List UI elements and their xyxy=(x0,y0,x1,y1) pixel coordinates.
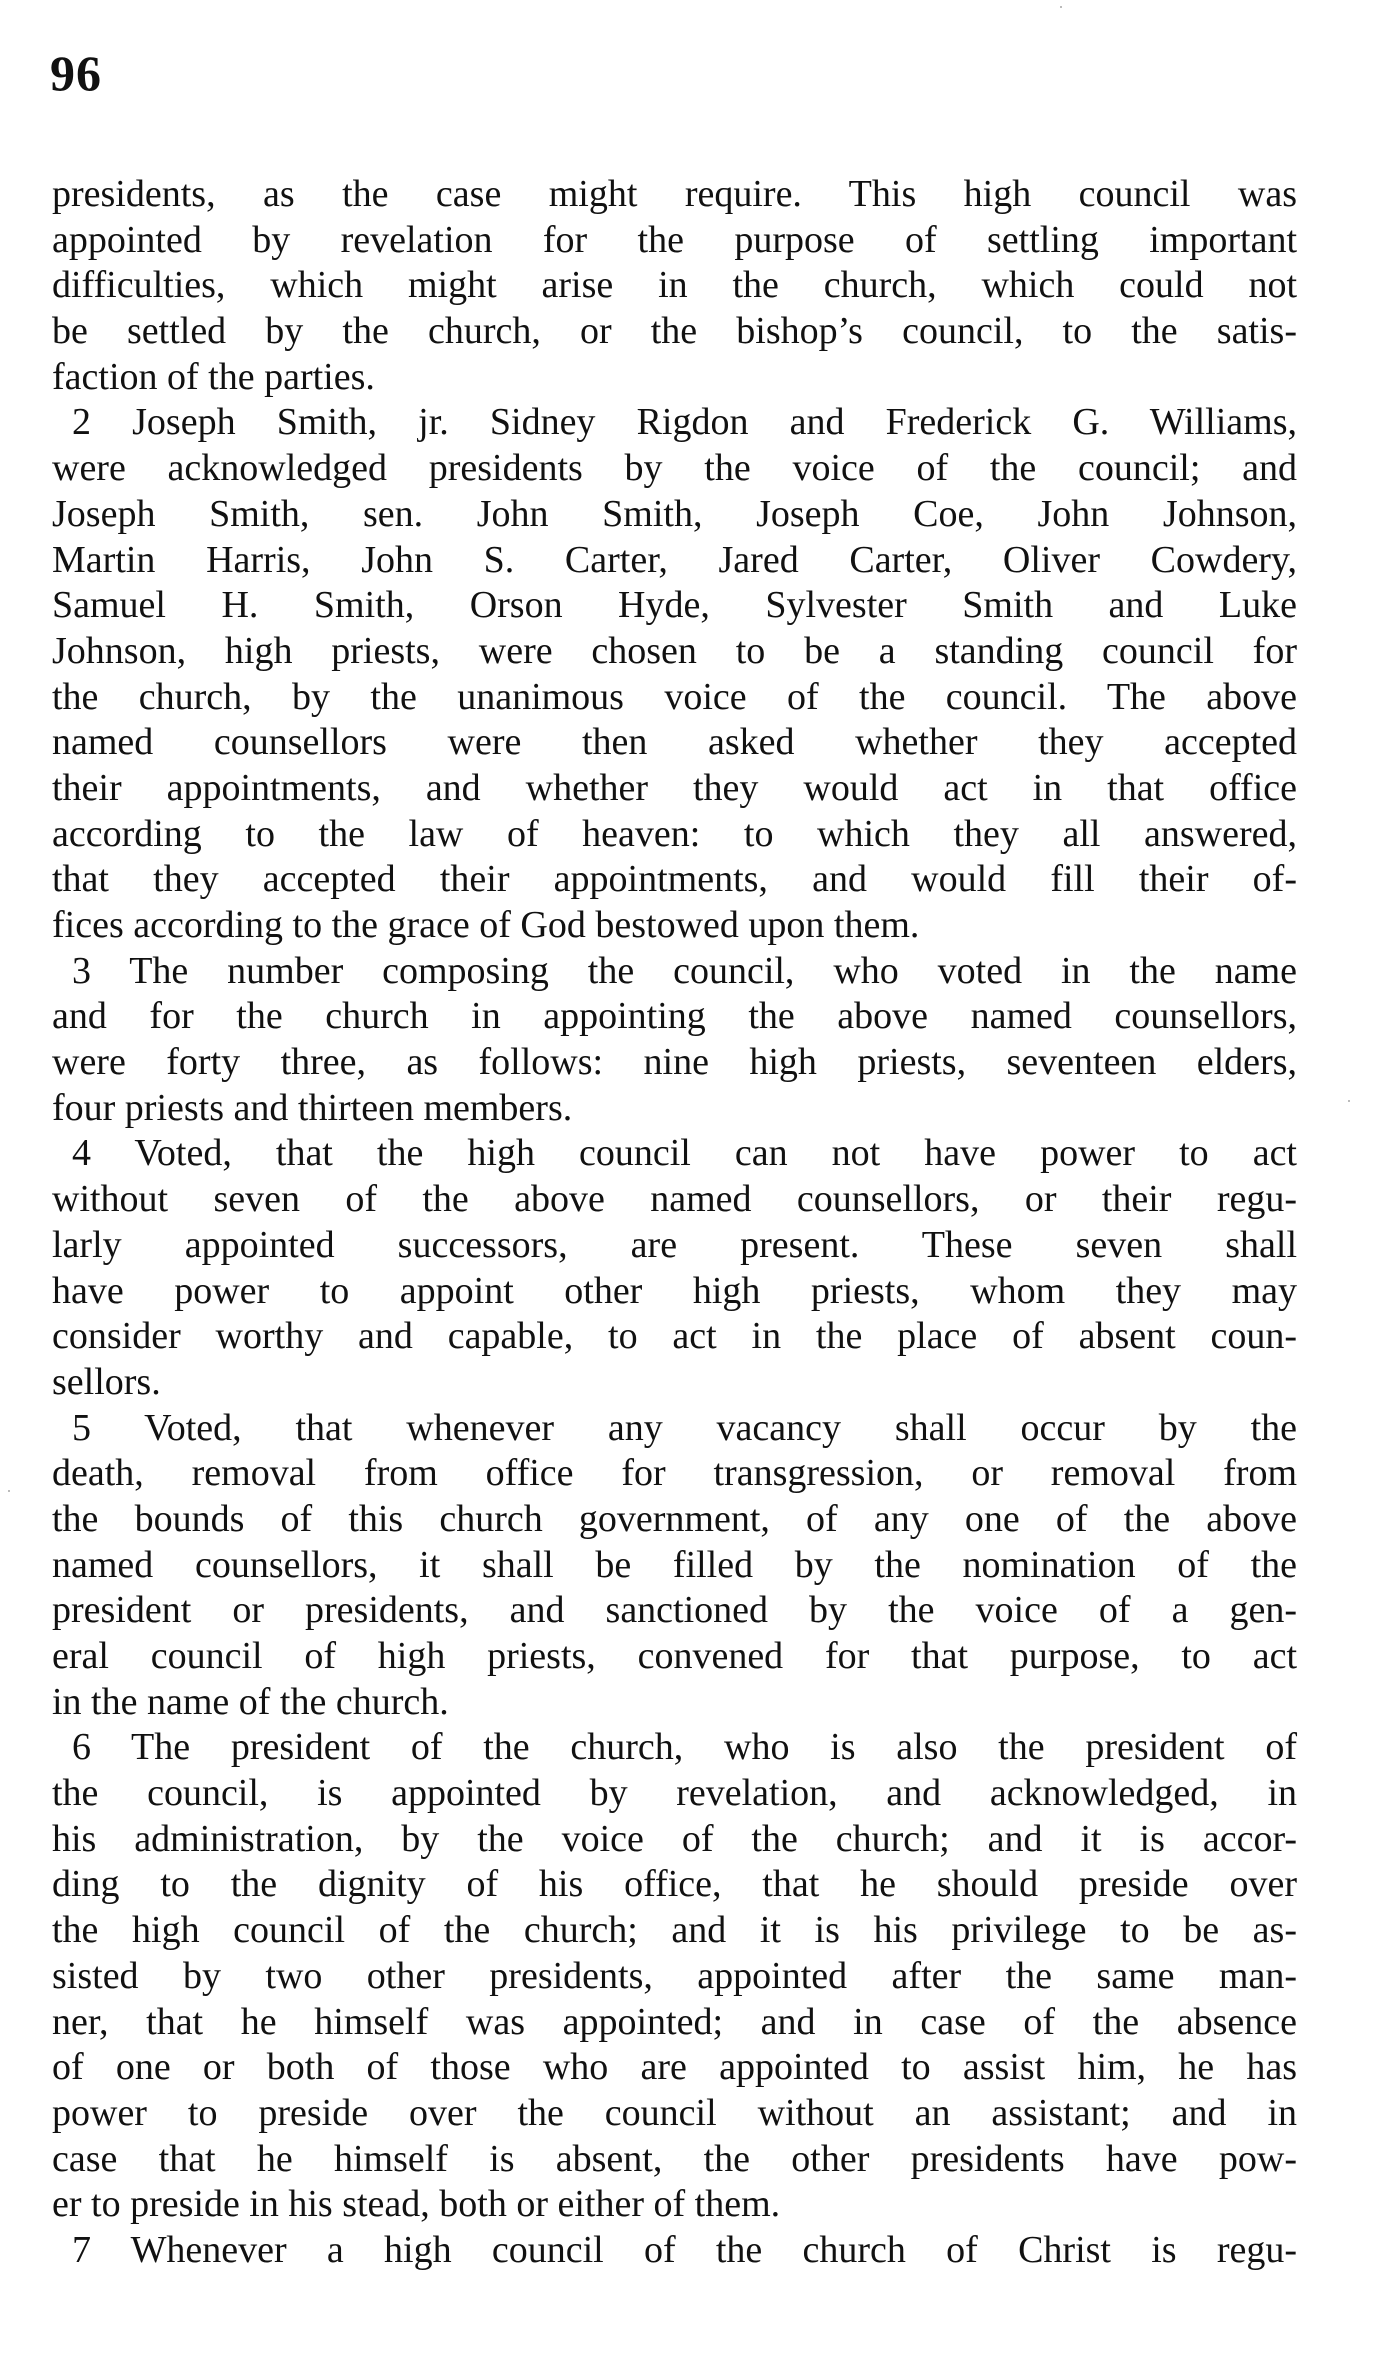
text-line: that they accepted their appointments, and would fill their of- xyxy=(52,858,1297,901)
text-line: presidents, as the case might require. This high council was xyxy=(52,173,1297,215)
text-line: ner, that he himself was appointed; and in case of the absence xyxy=(52,2000,1297,2043)
text-line: the high council of the church; and it is his privilege to be as- xyxy=(52,1909,1297,1952)
scan-speck xyxy=(1060,6,1062,8)
text-line: sisted by two other presidents, appointed after the same man- xyxy=(52,1954,1297,1997)
paragraph-4-start: 4 Voted, that the high council can not have power to act xyxy=(72,1132,1297,1175)
paragraph-5-start: 5 Voted, that whenever any vacancy shall occur by the xyxy=(72,1406,1297,1449)
text-line: were acknowledged presidents by the voice of the council; and xyxy=(52,447,1297,490)
text-line: of one or both of those who are appointed to assist him, he has xyxy=(52,2046,1297,2089)
text-line: Martin Harris, John S. Carter, Jared Carter, Oliver Cowdery, xyxy=(52,538,1297,581)
text-line: his administration, by the voice of the church; and it is accor- xyxy=(52,1817,1297,1860)
text-line: the bounds of this church government, of any one of the above xyxy=(52,1497,1297,1540)
text-line: without seven of the above named counsellors, or their regu- xyxy=(52,1178,1297,1221)
text-line: larly appointed successors, are present. These seven shall xyxy=(52,1223,1297,1266)
text-line: have power to appoint other high priests, whom they may xyxy=(52,1269,1297,1312)
scan-speck xyxy=(1348,1100,1350,1102)
page-number: 96 xyxy=(50,45,102,101)
paragraph-2-start: 2 Joseph Smith, jr. Sidney Rigdon and Frederick G. Williams, xyxy=(72,401,1297,444)
paragraph-3-start: 3 The number composing the council, who voted in the name xyxy=(72,949,1297,992)
text-line: the council, is appointed by revelation, and acknowledged, in xyxy=(52,1772,1297,1815)
text-line: death, removal from office for transgression, or removal from xyxy=(52,1452,1297,1495)
text-line: power to preside over the council without an assistant; and in xyxy=(52,2091,1297,2134)
text-line: ding to the dignity of his office, that he should preside over xyxy=(52,1863,1297,1906)
text-line: faction of the parties. xyxy=(52,355,375,398)
text-line: appointed by revelation for the purpose of settling important xyxy=(52,218,1297,261)
text-line: the church, by the unanimous voice of the council. The above xyxy=(52,675,1297,718)
text-line: consider worthy and capable, to act in the place of absent coun- xyxy=(52,1315,1297,1358)
text-line: named counsellors, it shall be filled by the nomination of the xyxy=(52,1543,1297,1586)
paragraph-6-start: 6 The president of the church, who is also the president of xyxy=(72,1726,1297,1769)
body-text xyxy=(52,172,1297,2274)
text-line: be settled by the church, or the bishop’s council, to the satis- xyxy=(52,310,1297,353)
text-line: in the name of the church. xyxy=(52,1680,449,1723)
text-line: er to preside in his stead, both or either of them. xyxy=(52,2183,781,2226)
text-line: Joseph Smith, sen. John Smith, Joseph Coe, John Johnson, xyxy=(52,492,1297,535)
text-line: and for the church in appointing the above named counsellors, xyxy=(52,995,1297,1038)
text-line: Johnson, high priests, were chosen to be a standing council for xyxy=(52,629,1297,672)
text-line: their appointments, and whether they would act in that office xyxy=(52,766,1297,809)
text-line: case that he himself is absent, the other presidents have pow- xyxy=(52,2137,1297,2180)
text-line: four priests and thirteen members. xyxy=(52,1086,573,1129)
text-line: according to the law of heaven: to which they all answered, xyxy=(52,812,1297,855)
text-line: were forty three, as follows: nine high priests, seventeen elders, xyxy=(52,1041,1297,1084)
text-line: sellors. xyxy=(52,1360,161,1403)
scan-speck xyxy=(8,1490,10,1492)
text-line: fices according to the grace of God bestowed upon them. xyxy=(52,904,920,946)
text-line: president or presidents, and sanctioned by the voice of a gen- xyxy=(52,1589,1297,1632)
text-line: Samuel H. Smith, Orson Hyde, Sylvester Smith and Luke xyxy=(52,584,1297,627)
text-line: difficulties, which might arise in the church, which could not xyxy=(52,264,1297,307)
paragraph-7-start: 7 Whenever a high council of the church of Christ is regu- xyxy=(72,2228,1297,2271)
text-line: eral council of high priests, convened for that purpose, to act xyxy=(52,1635,1297,1677)
text-line: named counsellors were then asked whether they accepted xyxy=(52,721,1297,764)
